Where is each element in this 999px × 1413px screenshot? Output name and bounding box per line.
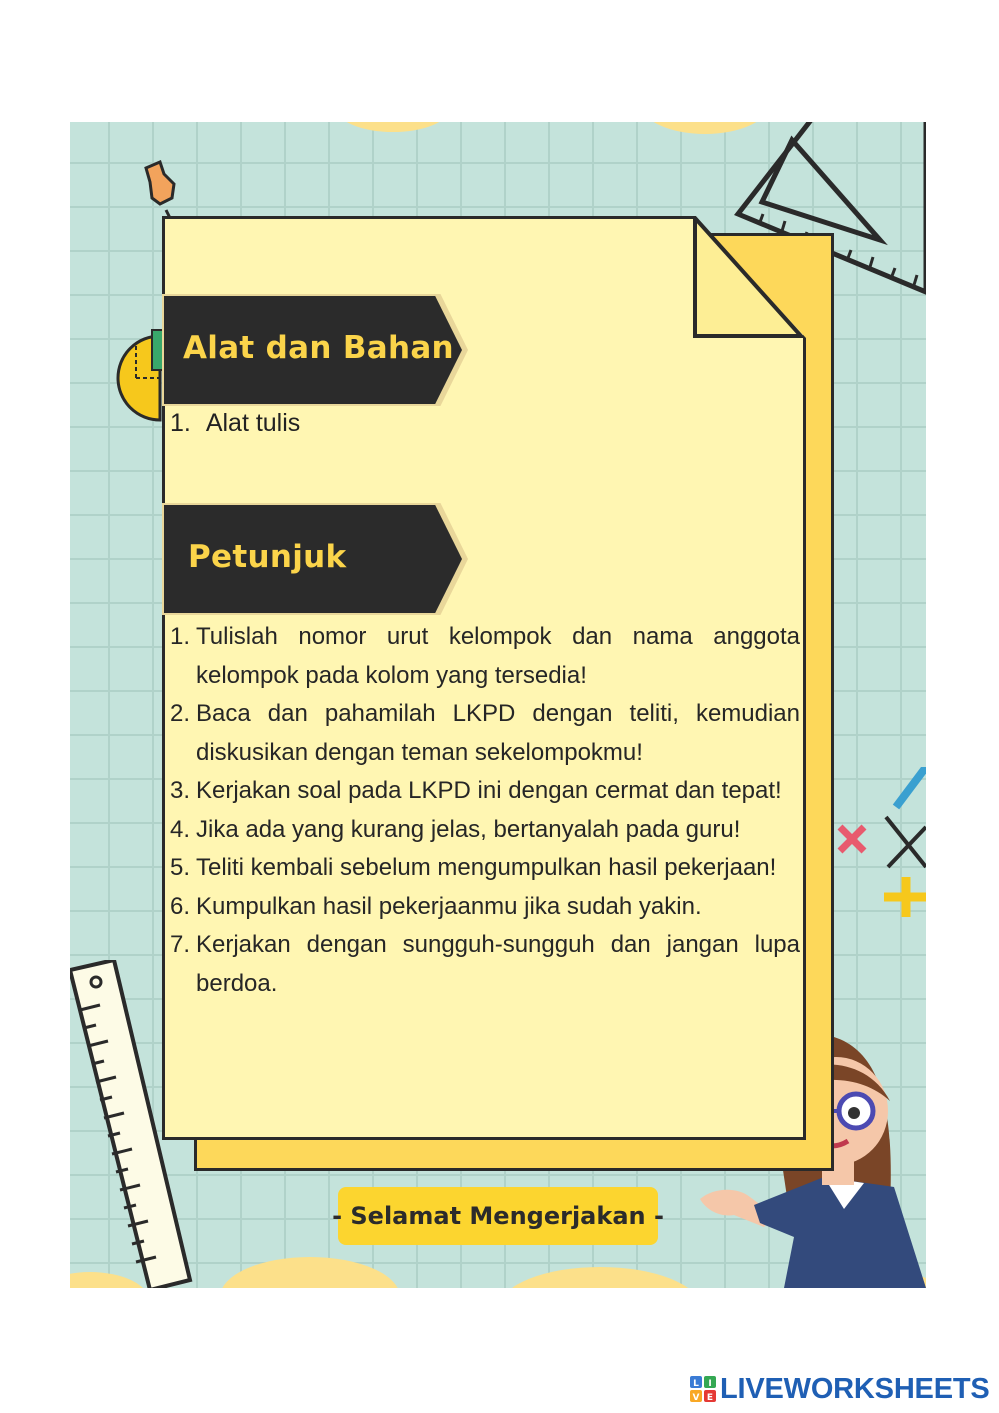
top-blob-left: [338, 122, 448, 132]
instruction-number: 7.: [170, 931, 191, 958]
instructions-title: Petunjuk: [188, 539, 347, 575]
page-fold-icon: [693, 216, 806, 340]
math-symbols-icon: [836, 767, 926, 927]
bottom-blob-3: [500, 1267, 700, 1288]
tools-list: [170, 409, 300, 438]
tools-item-number: 1.: [170, 409, 191, 437]
instruction-text: Kerjakan soal pada LKPD ini dengan cermat dan tepat!: [196, 777, 782, 804]
instruction-number: 5.: [170, 854, 191, 881]
instruction-number: 6.: [170, 892, 191, 920]
logo-letter: E: [706, 1393, 714, 1402]
logo-letter: V: [692, 1393, 700, 1402]
instruction-item: [170, 888, 800, 927]
bottom-blob-2: [220, 1257, 400, 1288]
instruction-text: Kumpulkan hasil pekerjaanmu jika sudah yakin.: [196, 892, 702, 920]
instruction-item: [170, 811, 800, 850]
instruction-number: 4.: [170, 815, 191, 843]
closing-message: - Selamat Mengerjakan -: [338, 1187, 658, 1245]
instruction-number: 1.: [170, 623, 191, 650]
logo-letter: L: [693, 1379, 699, 1389]
instruction-item: [170, 695, 800, 772]
tools-item-text: Alat tulis: [205, 409, 301, 437]
logo-letter: I: [708, 1379, 712, 1389]
instruction-text: Baca dan pahamilah LKPD dengan teliti, kemudian diskusikan dengan teman sekelompokmu!: [196, 700, 800, 766]
instruction-text: Teliti kembali sebelum mengumpulkan hasil pekerjaan!: [196, 854, 777, 881]
instruction-item: [170, 772, 800, 811]
instruction-number: 3.: [170, 777, 191, 804]
brand-name: LIVEWORKSHEETS: [720, 1372, 990, 1405]
tools-title: Alat dan Bahan: [183, 330, 454, 366]
instruction-number: 2.: [170, 700, 191, 727]
liveworksheets-brand[interactable]: [690, 1372, 990, 1406]
pie-chart-icon: [92, 328, 172, 428]
instruction-item: [170, 849, 800, 888]
instruction-text: Kerjakan dengan sungguh-sungguh dan jangan lupa berdoa.: [196, 931, 800, 997]
instruction-text: Tulislah nomor urut kelompok dan nama anggota kelompok pada kolom yang tersedia!: [196, 623, 800, 689]
liveworksheets-logo-icon: [690, 1376, 716, 1402]
instruction-item: [170, 926, 800, 1003]
instruction-text: Jika ada yang kurang jelas, bertanyalah pada guru!: [196, 815, 741, 843]
instruction-item: [170, 618, 800, 695]
instructions-list: [170, 618, 800, 1003]
